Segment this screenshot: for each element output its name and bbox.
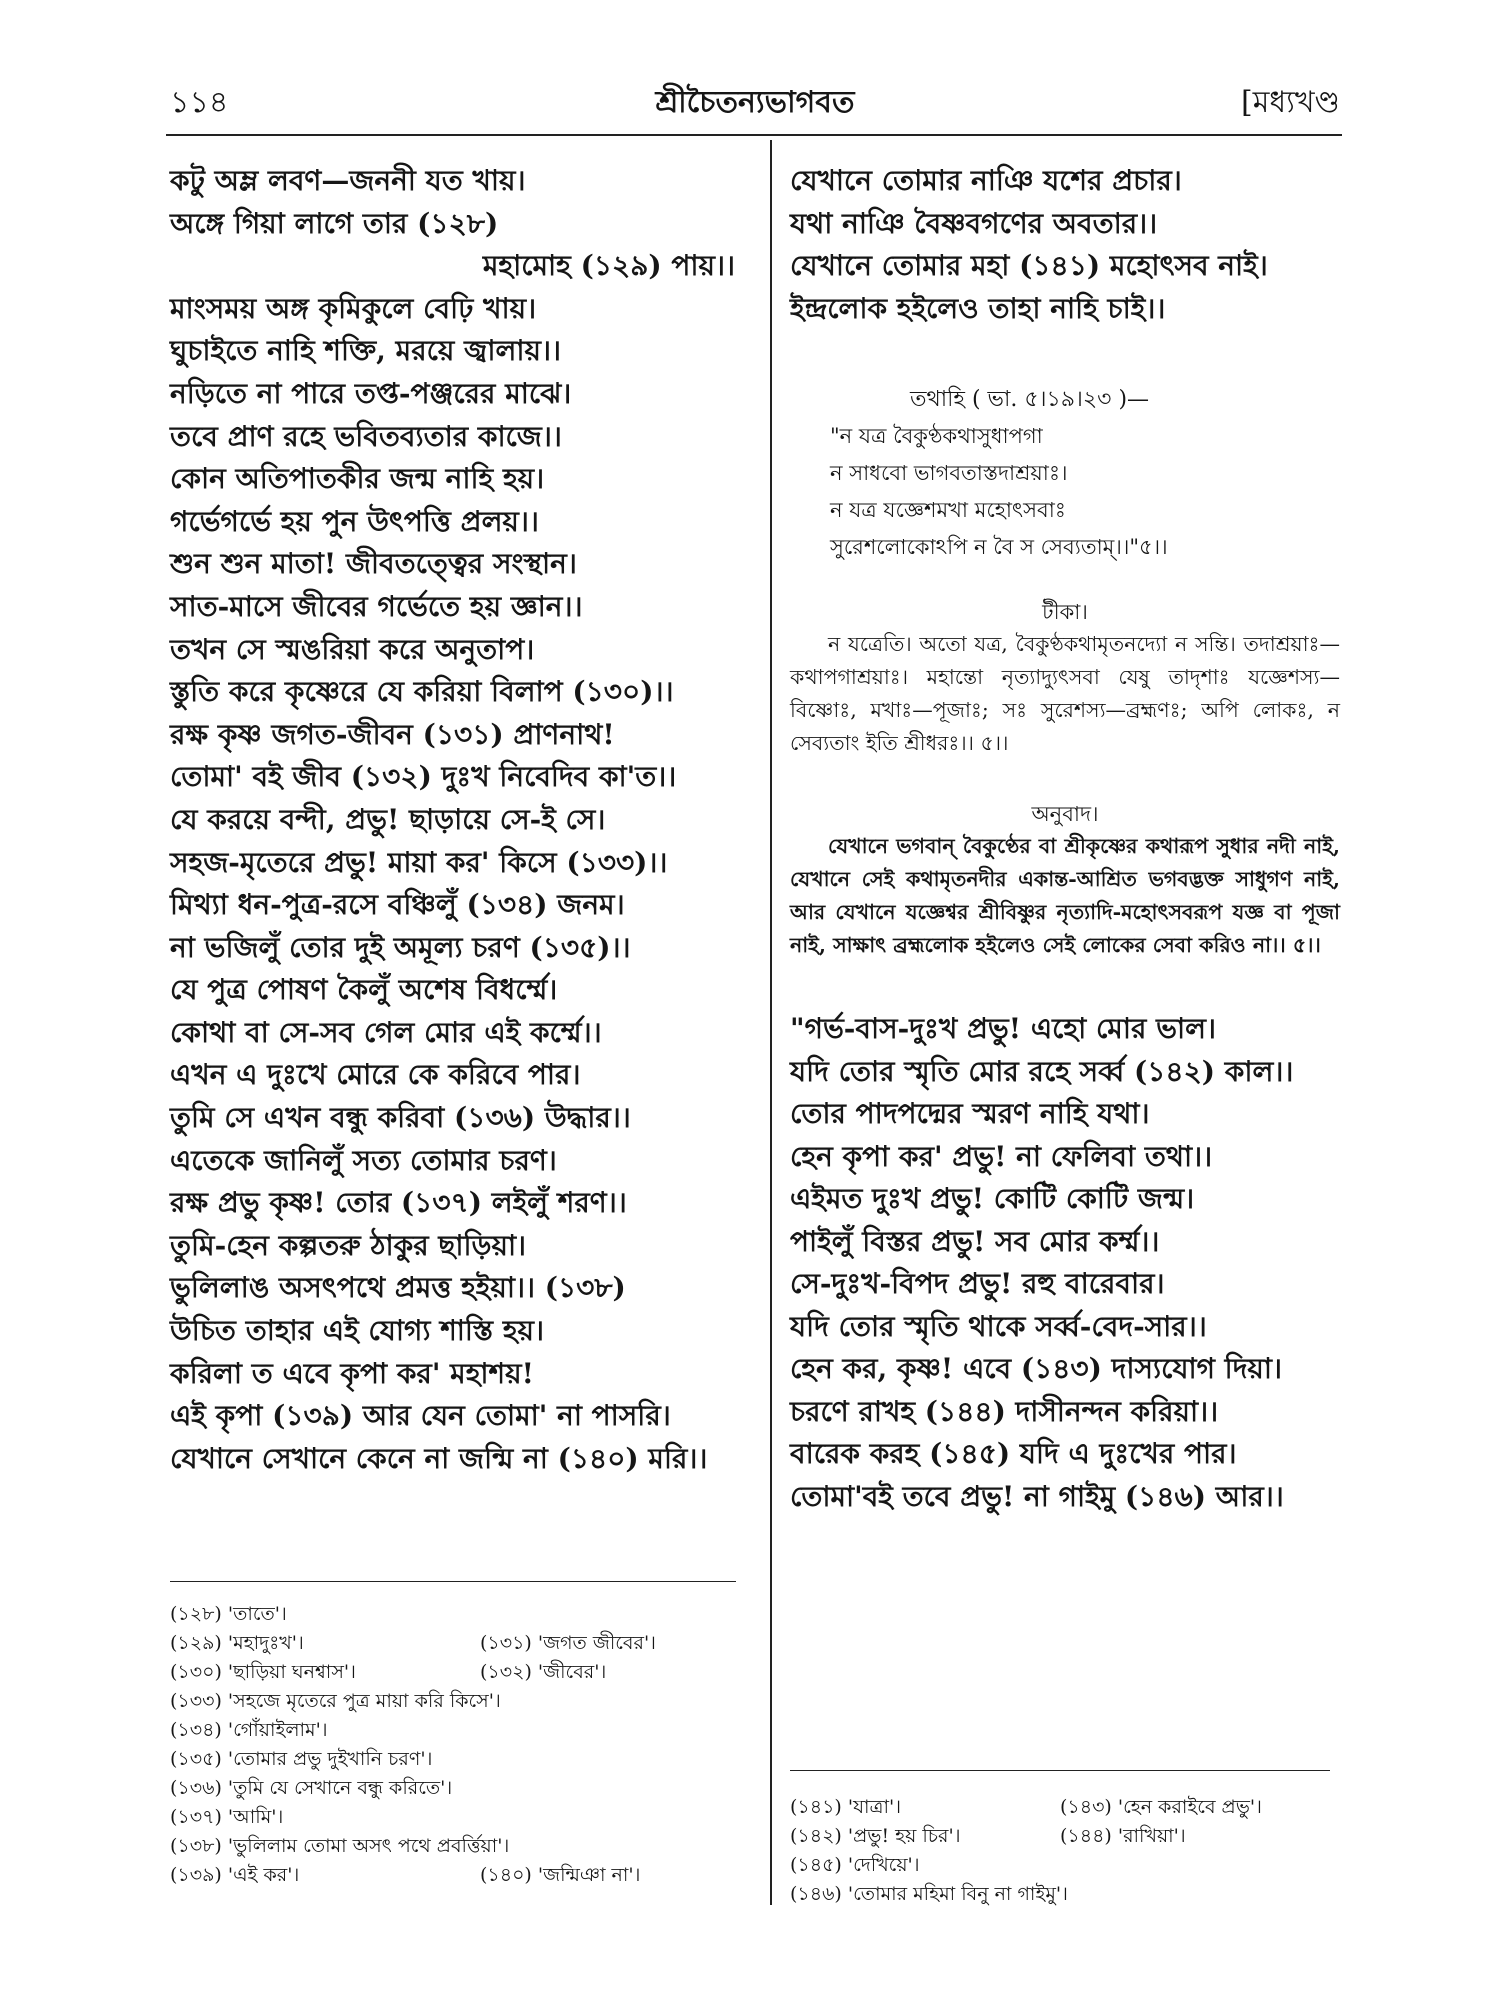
footnote-entry: (১৩৫) 'তোমার প্রভু দুইখানি চরণ'। [170,1748,433,1770]
verse-line: যথা নাঞি বৈষ্ণবগণের অবতার।। [790,206,1158,240]
left-footnotes [170,1600,736,1890]
footnote-entry: (১৩৬) 'তুমি যে সেখানে বন্ধু করিতে'। [170,1777,453,1799]
footnote-entry: (১৪১) 'যাত্রা'। [790,1796,902,1818]
footnote-entry: (১৩৪) 'গোঁয়াইলাম'। [170,1719,328,1741]
left-column [170,160,735,1480]
verse-line: তুমি-হেন কল্পতরু ঠাকুর ছাড়িয়া। [170,1228,527,1262]
footnote-entry: (১২৮) 'তাতে'। [170,1603,287,1625]
verse-line: তোমা'বই তবে প্রভু! না গাইমু (১৪৬) আর।। [790,1479,1284,1513]
verse-line: তোর পাদপদ্মের স্মরণ নাহি যথা। [790,1097,1150,1130]
footnote-entry: (১৪২) 'প্রভু! হয় চির'। [790,1825,961,1847]
right-footnotes [790,1793,1340,1909]
right-column [790,160,1340,1518]
verse-line: এই কৃপা (১৩৯) আর যেন তোমা' না পাসরি। [170,1399,671,1433]
verse-line: স্তুতি করে কৃষ্ণেরে যে করিয়া বিলাপ (১৩০)।। [170,675,674,709]
footnote-row [170,1832,736,1861]
anubad-translation: যেখানে ভগবান্ বৈকুণ্ঠের বা শ্রীকৃষ্ণের কথারূপ সুধার নদী নাই, যেখানে সেই কথামৃতনদীর একান্ত-আশ্রিত ভগবদ্ভক্ত সাধুগণ নাই, আর যেখানে যজ্ঞেশ্বর শ্রীবিষ্ণুর নৃত্যাদি-মহোৎসবরূপ যজ্ঞ বা পূজা নাই, সাক্ষাৎ ব্রহ্মলোক হইলেও সেই লোকের সেবা করিও না।। ৫।। [790,834,1340,957]
verse-line: যে করয়ে বন্দী, প্রভু! ছাড়ায়ে সে-ই সে। [170,802,606,836]
citation-heading: তথাহি ( ভা. ৫।১৯।২৩ )— [910,387,1150,412]
footnote-entry: (১৩১) 'জগত জীবের'। [480,1632,656,1654]
column-divider [770,140,772,1905]
page-header [170,78,1340,124]
verse-line: না ভজিলুঁ তোর দুই অমূল্য চরণ (১৩৫)।। [170,930,631,964]
right-footnote-rule [790,1770,1330,1771]
footnote-entry: (১৩৩) 'সহজে মৃতেরে পুত্র মায়া করি কিসে'। [170,1690,501,1712]
verse-line: যে পুত্র পোষণ কৈলুঁ অশেষ বিধর্ম্মে। [170,973,558,1007]
footnote-row [170,1774,736,1803]
verse-line: মিথ্যা ধন-পুত্র-রসে বঞ্চিলুঁ (১৩৪) জনম। [170,888,625,922]
verse-line: রক্ষ প্রভু কৃষ্ণ! তোর (১৩৭) লইলুঁ শরণ।। [170,1186,627,1220]
verse-line: গর্ভেগর্ভে হয় পুন উৎপত্তি প্রলয়।। [170,504,539,538]
verse-line: বারেক করহ (১৪৫) যদি এ দুঃখের পার। [790,1437,1237,1470]
footnote-entry: (১২৯) 'মহাদুঃখ'। [170,1632,304,1654]
anubad-heading: অনুবাদ। [1031,802,1099,826]
sanskrit-line: সুরেশলোকোঽপি ন বৈ স সেব্যতাম্।।"৫।। [830,535,1168,559]
verse-line: উচিত তাহার এই যোগ্য শাস্তি হয়। [170,1314,545,1348]
verse-line: কোন অতিপাতকীর জন্ম নাহি হয়। [170,462,545,496]
sanskrit-line: ন সাধবো ভাগবতাস্তদাশ্রয়াঃ। [830,461,1068,485]
verse-line: ভুলিলাঙ অসৎপথে প্রমত্ত হইয়া।। (১৩৮) [170,1271,626,1305]
right-verse-block-top [790,160,1340,330]
verse-line: মাংসময় অঙ্গ কৃমিকুলে বেঢ়ি খায়। [170,291,537,325]
footnote-row [790,1851,1340,1880]
tika-heading: টীকা। [1042,600,1088,624]
header-rule [166,134,1342,136]
verse-line: হেন কৃপা কর' প্রভু! না ফেলিবা তথা।। [790,1139,1213,1173]
footnote-entry: (১৩২) 'জীবের'। [480,1661,607,1683]
verse-line: কোথা বা সে-সব গেল মোর এই কর্ম্মে।। [170,1015,602,1049]
footnote-entry: (১৪৫) 'দেখিয়ে'। [790,1854,920,1876]
verse-line: হেন কর, কৃষ্ণ! এবে (১৪৩) দাস্যযোগ দিয়া। [790,1352,1283,1385]
footnote-row [170,1745,736,1774]
footnote-row [170,1687,736,1716]
footnote-row [790,1822,1340,1851]
verse-line: অঙ্গে গিয়া লাগে তার (১২৮) [170,206,499,240]
footnote-entry: (১৪৪) 'রাখিয়া'। [1060,1825,1186,1847]
verse-line: তবে প্রাণ রহে ভবিতব্যতার কাজে।। [170,419,562,453]
footnote-entry: (১৩৯) 'এই কর'। [170,1864,300,1886]
verse-line: যেখানে তোমার মহা (১৪১) মহোৎসব নাই। [790,249,1268,282]
verse-line: যেখানে তোমার নাঞি যশের প্রচার। [790,164,1182,197]
sanskrit-line: "ন যত্র বৈকুণ্ঠকথাসুধাপগা [830,424,1043,448]
tika-commentary: ন যত্রেতি। অতো যত্র, বৈকুণ্ঠকথামৃতনদ্যো ন সন্তি। তদাশ্রয়াঃ—কথাপগাশ্রয়াঃ। মহান্তো নৃত্যাদ্যুৎসবা যেষু তাদৃশাঃ যজ্ঞেশস্য—বিষ্ণোঃ, মখাঃ—পূজাঃ; সঃ সুরেশস্য—ব্রহ্মণঃ; অপি লোকঃ, ন সেব্যতাং ইতি শ্রীধরঃ।। ৫।। [790,632,1340,755]
sanskrit-verse [790,418,1340,566]
verse-line: এইমত দুঃখ প্রভু! কোটি কোটি জন্ম। [790,1182,1195,1215]
verse-line: যেখানে সেখানে কেনে না জন্মি না (১৪০) মরি।। [170,1441,708,1475]
verse-line: সাত-মাসে জীবের গর্ভেতে হয় জ্ঞান।। [170,589,583,623]
footnote-row [790,1880,1340,1909]
verse-line: এখন এ দুঃখে মোরে কে করিবে পার। [170,1058,581,1092]
verse-line: যদি তোর স্মৃতি মোর রহে সর্ব্ব (১৪২) কাল।। [790,1054,1294,1088]
footnote-entry: (১৩০) 'ছাড়িয়া ঘনশ্বাস'। [170,1661,356,1683]
verse-line: পাইলুঁ বিস্তর প্রভু! সব মোর কর্ম্ম।। [790,1224,1160,1258]
book-title: শ্রীচৈতন্যভাগবত [655,85,855,120]
verse-line: চরণে রাখহ (১৪৪) দাসীনন্দন করিয়া।। [790,1394,1219,1428]
verse-line: তখন সে স্মঙরিয়া করে অনুতাপ। [170,632,535,666]
footnote-entry: (১৪০) 'জন্মিঞা না'। [480,1864,641,1886]
left-verse-block [170,160,735,1480]
page-number: ১১৪ [170,85,229,120]
footnote-row [170,1600,736,1629]
section-name: [মধ্যখণ্ড [1240,85,1340,120]
verse-line: মহামোহ (১২৯) পায়।। [482,249,735,283]
footnote-entry: (১৪৬) 'তোমার মহিমা বিনু না গাইমু'। [790,1883,1068,1905]
footnote-row [170,1629,736,1658]
footnote-row [790,1793,1340,1822]
verse-line: তুমি সে এখন বন্ধু করিবা (১৩৬) উদ্ধার।। [170,1101,631,1135]
footnote-entry: (১৩৮) 'ভুলিলাম তোমা অসৎ পথে প্রবর্ত্তিয়া'। [170,1835,510,1857]
footnote-row [170,1861,736,1890]
verse-line: নড়িতে না পারে তপ্ত-পঞ্জরের মাঝে। [170,376,572,410]
verse-line: করিলা ত এবে কৃপা কর' মহাশয়! [170,1356,534,1390]
right-verse-block-bottom [790,1008,1340,1518]
verse-line: কটু অম্ল লবণ—জননী যত খায়। [170,164,526,197]
verse-line: এতেকে জানিলুঁ সত্য তোমার চরণ। [170,1143,557,1177]
verse-line: ঘুচাইতে নাহি শক্তি, মরয়ে জ্বালায়।। [170,334,561,368]
footnote-entry: (১৪৩) 'হেন করাইবে প্রভু'। [1060,1796,1262,1818]
verse-line: ইন্দ্রলোক হইলেও তাহা নাহি চাই।। [790,291,1166,325]
verse-line: সহজ-মৃতেরে প্রভু! মায়া কর' কিসে (১৩৩)।। [170,845,668,879]
footnote-row [170,1658,736,1687]
verse-line: যদি তোর স্মৃতি থাকে সর্ব্ব-বেদ-সার।। [790,1309,1207,1343]
left-footnote-rule [170,1581,736,1582]
footnote-row [170,1803,736,1832]
sanskrit-line: ন যত্র যজ্ঞেশমখা মহোৎসবাঃ [830,498,1066,522]
verse-line: "গর্ভ-বাস-দুঃখ প্রভু! এহো মোর ভাল। [790,1012,1216,1045]
footnote-row [170,1716,736,1745]
verse-line: রক্ষ কৃষ্ণ জগত-জীবন (১৩১) প্রাণনাথ! [170,717,615,751]
verse-line: তোমা' বই জীব (১৩২) দুঃখ নিবেদিব কা'ত।। [170,760,677,794]
verse-line: শুন শুন মাতা! জীবতত্ত্বের সংস্থান। [170,547,577,581]
footnote-entry: (১৩৭) 'আমি'। [170,1806,284,1828]
verse-line: সে-দুঃখ-বিপদ প্রভু! রহু বারেবার। [790,1267,1165,1300]
